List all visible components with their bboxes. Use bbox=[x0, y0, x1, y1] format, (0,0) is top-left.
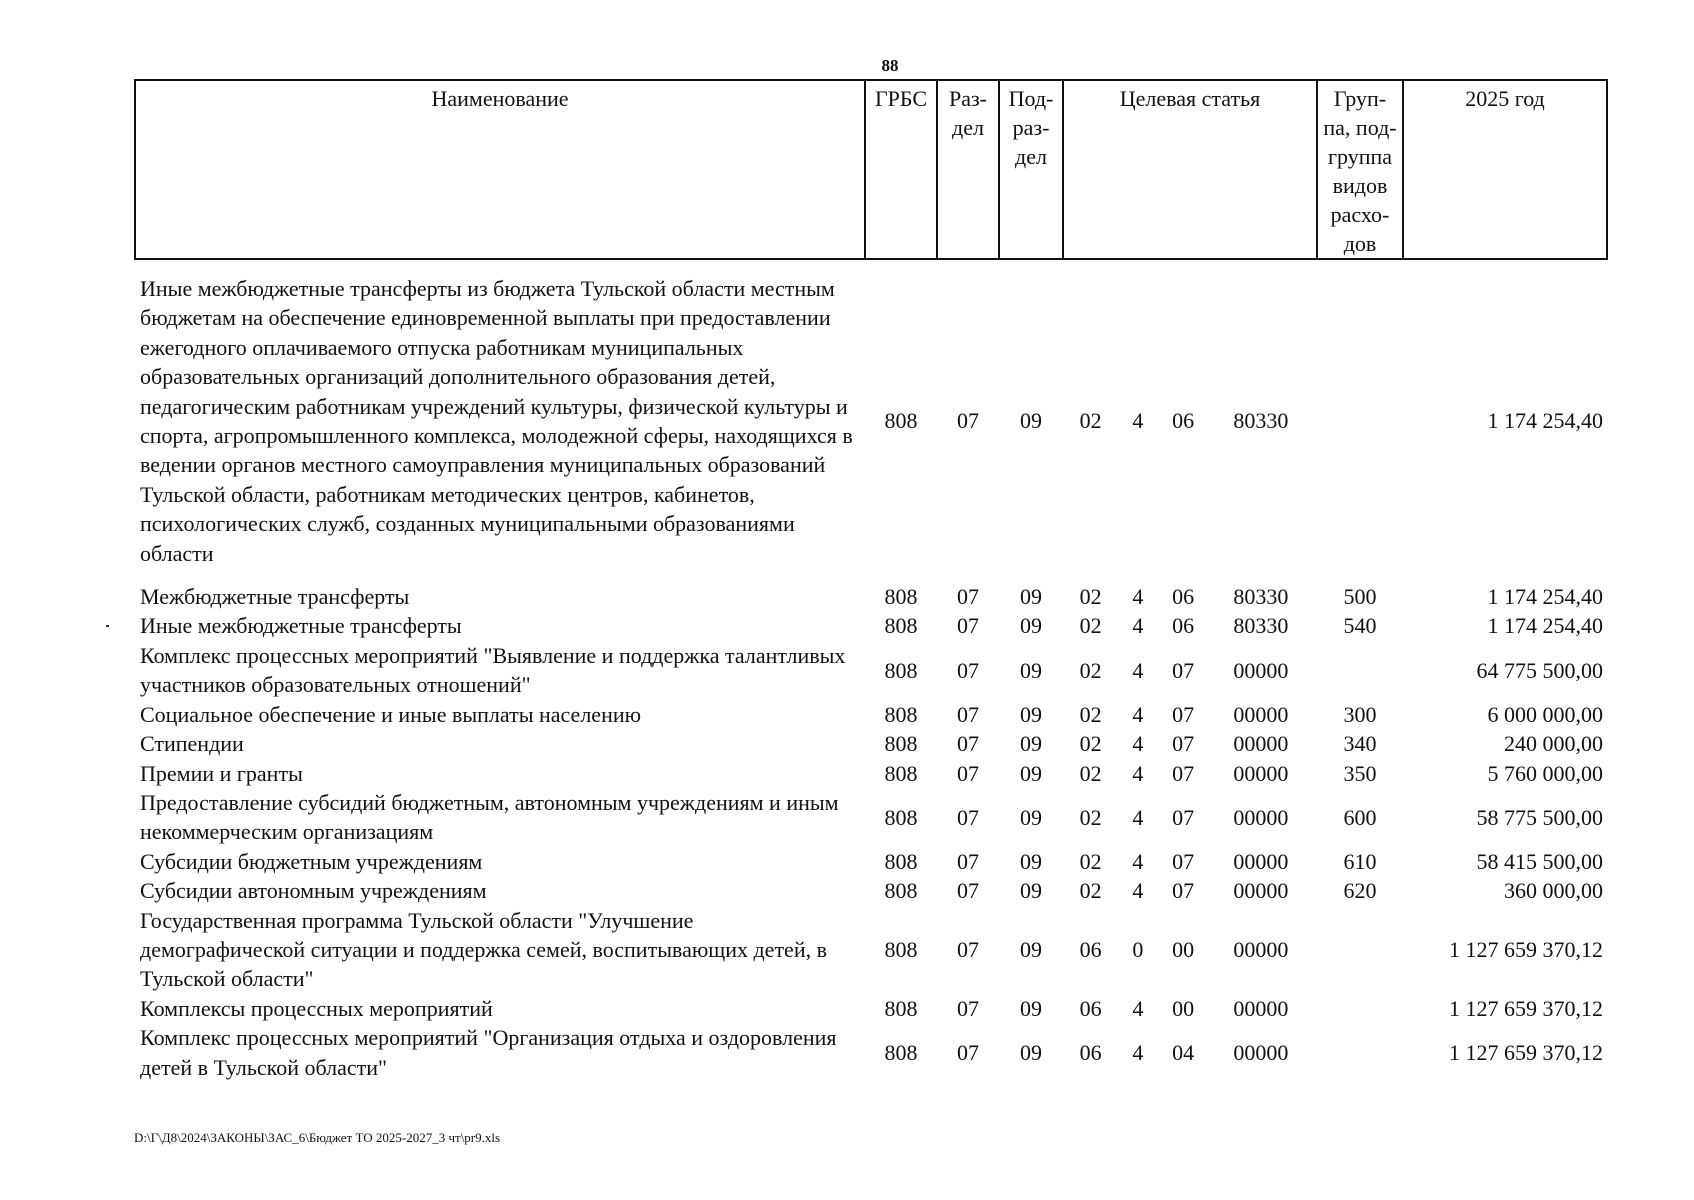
target-program: 02 bbox=[1079, 848, 1102, 874]
row-razdel: 07 bbox=[957, 1039, 979, 1065]
row-name: Межбюджетные трансферты bbox=[140, 584, 410, 610]
header-target: Целевая статья bbox=[1063, 80, 1317, 259]
row-group bbox=[1317, 641, 1403, 700]
row-grbs: 808 bbox=[884, 848, 918, 874]
table-row bbox=[135, 729, 1607, 758]
target-type: 4 bbox=[1132, 408, 1144, 434]
row-amount: 58 415 500,00 bbox=[1476, 848, 1603, 874]
target-complex: 07 bbox=[1172, 731, 1195, 757]
row-group: 540 bbox=[1343, 613, 1377, 639]
row-group: 350 bbox=[1343, 760, 1377, 786]
row-podrazdel: 09 bbox=[1020, 995, 1042, 1021]
row-group bbox=[1317, 994, 1403, 1023]
target-type: 4 bbox=[1132, 731, 1144, 757]
target-direction: 00000 bbox=[1233, 878, 1289, 904]
row-podrazdel: 09 bbox=[1020, 701, 1042, 727]
target-direction: 00000 bbox=[1233, 731, 1289, 757]
row-target bbox=[1063, 611, 1317, 640]
row-grbs: 808 bbox=[884, 1039, 918, 1065]
row-podrazdel: 09 bbox=[1020, 613, 1042, 639]
target-complex: 07 bbox=[1172, 804, 1195, 830]
row-grbs: 808 bbox=[884, 995, 918, 1021]
footer-file-path: D:\Г\Д8\2024\ЗАКОНЫ\ЗАС_6\Бюджет ТО 2025-2027_3 чт\pr9.xls bbox=[134, 1130, 501, 1145]
table-row bbox=[135, 700, 1607, 729]
target-complex: 07 bbox=[1172, 657, 1195, 683]
row-grbs: 808 bbox=[884, 613, 918, 639]
target-program: 02 bbox=[1079, 878, 1102, 904]
row-razdel: 07 bbox=[957, 408, 979, 434]
row-target bbox=[1063, 906, 1317, 994]
row-razdel: 07 bbox=[957, 936, 979, 962]
target-direction: 00000 bbox=[1233, 1039, 1289, 1065]
row-podrazdel: 09 bbox=[1020, 1039, 1042, 1065]
row-name: Государственная программа Тульской области "Улучшение демографической ситуации и поддержка семей, воспитывающих детей, в Тульской области" bbox=[140, 907, 827, 992]
target-direction: 00000 bbox=[1233, 701, 1289, 727]
target-type: 4 bbox=[1132, 657, 1144, 683]
row-podrazdel: 09 bbox=[1020, 848, 1042, 874]
row-amount: 1 127 659 370,12 bbox=[1449, 936, 1603, 962]
row-razdel: 07 bbox=[957, 760, 979, 786]
row-name: Премии и гранты bbox=[140, 760, 303, 786]
header-podrazdel: Под- раз- дел bbox=[999, 80, 1063, 259]
target-program: 02 bbox=[1079, 804, 1102, 830]
row-razdel: 07 bbox=[957, 804, 979, 830]
table-row bbox=[135, 847, 1607, 876]
target-direction: 00000 bbox=[1233, 848, 1289, 874]
row-name: Субсидии бюджетным учреждениям bbox=[140, 848, 483, 874]
row-group: 620 bbox=[1343, 878, 1377, 904]
header-gap bbox=[135, 259, 1607, 274]
row-amount: 6 000 000,00 bbox=[1487, 701, 1603, 727]
target-direction: 00000 bbox=[1233, 657, 1289, 683]
row-amount: 1 127 659 370,12 bbox=[1449, 995, 1603, 1021]
target-direction: 80330 bbox=[1233, 408, 1289, 434]
target-type: 4 bbox=[1132, 613, 1144, 639]
row-razdel: 07 bbox=[957, 848, 979, 874]
table-row bbox=[135, 876, 1607, 905]
row-target bbox=[1063, 876, 1317, 905]
target-complex: 07 bbox=[1172, 848, 1195, 874]
header-name: Наименование bbox=[135, 80, 865, 259]
target-direction: 80330 bbox=[1233, 613, 1289, 639]
row-group: 600 bbox=[1343, 804, 1377, 830]
row-razdel: 07 bbox=[957, 878, 979, 904]
row-razdel: 07 bbox=[957, 584, 979, 610]
row-target bbox=[1063, 582, 1317, 611]
table-row bbox=[135, 1023, 1607, 1082]
row-name: Социальное обеспечение и иные выплаты населению bbox=[140, 701, 642, 727]
row-podrazdel: 09 bbox=[1020, 731, 1042, 757]
row-grbs: 808 bbox=[884, 657, 918, 683]
table-body bbox=[135, 259, 1607, 1082]
row-grbs: 808 bbox=[884, 584, 918, 610]
header-year: 2025 год bbox=[1403, 80, 1607, 259]
row-grbs: 808 bbox=[884, 760, 918, 786]
target-complex: 06 bbox=[1172, 408, 1195, 434]
row-grbs: 808 bbox=[884, 731, 918, 757]
row-target bbox=[1063, 274, 1317, 568]
row-group bbox=[1317, 1023, 1403, 1082]
page-number: 88 bbox=[881, 56, 899, 75]
target-program: 02 bbox=[1079, 701, 1102, 727]
target-program: 02 bbox=[1079, 408, 1102, 434]
target-complex: 07 bbox=[1172, 701, 1195, 727]
table-row bbox=[135, 582, 1607, 611]
row-target bbox=[1063, 729, 1317, 758]
table-row bbox=[135, 641, 1607, 700]
table-row bbox=[135, 274, 1607, 568]
row-amount: 1 174 254,40 bbox=[1487, 584, 1603, 610]
target-program: 02 bbox=[1079, 657, 1102, 683]
target-program: 06 bbox=[1079, 1039, 1102, 1065]
target-type: 4 bbox=[1132, 1039, 1144, 1065]
row-target bbox=[1063, 847, 1317, 876]
row-target bbox=[1063, 994, 1317, 1023]
row-grbs: 808 bbox=[884, 408, 918, 434]
budget-table bbox=[134, 79, 1608, 1082]
target-type: 4 bbox=[1132, 995, 1144, 1021]
row-amount: 360 000,00 bbox=[1504, 878, 1603, 904]
table-row bbox=[135, 788, 1607, 847]
row-amount: 1 174 254,40 bbox=[1487, 408, 1603, 434]
row-razdel: 07 bbox=[957, 995, 979, 1021]
row-name: Комплекс процессных мероприятий "Выявление и поддержка талантливых участников образовательных отношений" bbox=[140, 642, 846, 698]
target-type: 4 bbox=[1132, 878, 1144, 904]
target-complex: 06 bbox=[1172, 584, 1195, 610]
table-header bbox=[135, 80, 1607, 259]
target-type: 4 bbox=[1132, 584, 1144, 610]
table-row bbox=[135, 759, 1607, 788]
row-amount: 64 775 500,00 bbox=[1476, 657, 1603, 683]
row-amount: 58 775 500,00 bbox=[1476, 804, 1603, 830]
target-program: 02 bbox=[1079, 760, 1102, 786]
scan-dot bbox=[106, 625, 109, 627]
row-grbs: 808 bbox=[884, 804, 918, 830]
row-target bbox=[1063, 700, 1317, 729]
header-grbs: ГРБС bbox=[865, 80, 937, 259]
row-podrazdel: 09 bbox=[1020, 584, 1042, 610]
row-group: 300 bbox=[1343, 701, 1377, 727]
target-direction: 00000 bbox=[1233, 804, 1289, 830]
target-type: 0 bbox=[1132, 936, 1144, 962]
row-name: Иные межбюджетные трансферты bbox=[140, 613, 462, 639]
table-row bbox=[135, 611, 1607, 640]
row-grbs: 808 bbox=[884, 878, 918, 904]
row-name: Субсидии автономным учреждениям bbox=[140, 878, 487, 904]
row-podrazdel: 09 bbox=[1020, 936, 1042, 962]
header-group: Груп- па, под- группа видов расхо- дов bbox=[1317, 80, 1403, 259]
row-group: 500 bbox=[1343, 584, 1377, 610]
row-razdel: 07 bbox=[957, 613, 979, 639]
target-program: 06 bbox=[1079, 936, 1102, 962]
target-type: 4 bbox=[1132, 804, 1144, 830]
header-razdel: Раз- дел bbox=[937, 80, 999, 259]
row-name: Комплексы процессных мероприятий bbox=[140, 995, 493, 1021]
target-type: 4 bbox=[1132, 760, 1144, 786]
row-amount: 5 760 000,00 bbox=[1487, 760, 1603, 786]
target-complex: 07 bbox=[1172, 878, 1195, 904]
row-group: 340 bbox=[1343, 731, 1377, 757]
target-complex: 00 bbox=[1172, 995, 1195, 1021]
row-podrazdel: 09 bbox=[1020, 760, 1042, 786]
table-row bbox=[135, 994, 1607, 1023]
target-direction: 00000 bbox=[1233, 995, 1289, 1021]
row-gap bbox=[135, 568, 1607, 582]
row-podrazdel: 09 bbox=[1020, 878, 1042, 904]
target-type: 4 bbox=[1132, 848, 1144, 874]
row-podrazdel: 09 bbox=[1020, 408, 1042, 434]
target-program: 06 bbox=[1079, 995, 1102, 1021]
row-name: Иные межбюджетные трансферты из бюджета Тульской области местным бюджетам на обеспечение единовременной выплаты при предоставлении ежегодного оплачиваемого отпуска работникам муниципальных образовательных организаций дополнительного образования детей, педагогическим работникам учреждений культуры, физической культуры и спорта, агропромышленного комплекса, молодежной сферы, находящихся в ведении органов местного самоуправления муниципальных образований Тульской области, работникам методических центров, кабинетов, психологических служб, созданных муниципальными образованиями области bbox=[140, 276, 853, 566]
target-type: 4 bbox=[1132, 701, 1144, 727]
target-direction: 80330 bbox=[1233, 584, 1289, 610]
row-group bbox=[1317, 274, 1403, 568]
target-complex: 06 bbox=[1172, 613, 1195, 639]
target-program: 02 bbox=[1079, 731, 1102, 757]
target-program: 02 bbox=[1079, 613, 1102, 639]
target-complex: 04 bbox=[1172, 1039, 1195, 1065]
row-grbs: 808 bbox=[884, 936, 918, 962]
table-row bbox=[135, 906, 1607, 994]
row-podrazdel: 09 bbox=[1020, 804, 1042, 830]
target-direction: 00000 bbox=[1233, 936, 1289, 962]
row-razdel: 07 bbox=[957, 657, 979, 683]
row-target bbox=[1063, 641, 1317, 700]
row-group: 610 bbox=[1343, 848, 1377, 874]
row-amount: 1 127 659 370,12 bbox=[1449, 1039, 1603, 1065]
target-direction: 00000 bbox=[1233, 760, 1289, 786]
row-grbs: 808 bbox=[884, 701, 918, 727]
row-razdel: 07 bbox=[957, 731, 979, 757]
row-name: Комплекс процессных мероприятий "Организация отдыха и оздоровления детей в Тульской области" bbox=[140, 1025, 837, 1080]
target-complex: 07 bbox=[1172, 760, 1195, 786]
row-name: Стипендии bbox=[140, 731, 244, 757]
row-target bbox=[1063, 1023, 1317, 1082]
row-group bbox=[1317, 906, 1403, 994]
row-name: Предоставление субсидий бюджетным, автономным учреждениям и иным некоммерческим организациям bbox=[140, 789, 839, 845]
row-target bbox=[1063, 788, 1317, 847]
target-complex: 00 bbox=[1172, 936, 1195, 962]
row-podrazdel: 09 bbox=[1020, 657, 1042, 683]
row-amount: 1 174 254,40 bbox=[1487, 613, 1603, 639]
target-program: 02 bbox=[1079, 584, 1102, 610]
row-target bbox=[1063, 759, 1317, 788]
row-amount: 240 000,00 bbox=[1504, 731, 1603, 757]
row-razdel: 07 bbox=[957, 701, 979, 727]
